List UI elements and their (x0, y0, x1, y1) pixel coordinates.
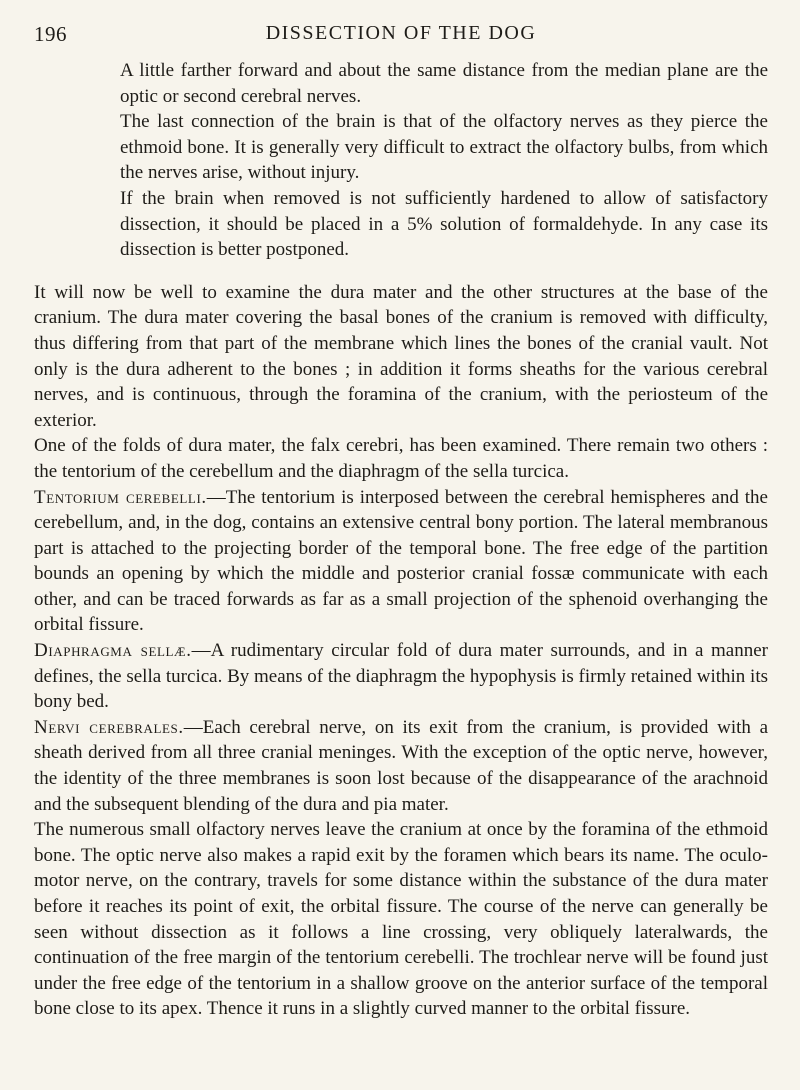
paragraph-text: It will now be well to examine the dura mater and the other structures at the base of the cranium. The dura mater covering the basal bones of the cranium is removed with difficulty, thus differing from that part of the membrane which lines the bones of the cranial vault. Not only is the dura adherent to the bones ; in addition it forms sheaths for the various cerebral nerves, and is continuous, through the foramina of the cranium, with the periosteum of the exterior. (34, 281, 768, 431)
paragraph-text: One of the folds of dura mater, the falx cerebri, has been examined. There remain two others : the tentorium of the cerebellum and the diaphragm of the sella turcica. (34, 435, 768, 482)
paragraph (34, 715, 768, 817)
main-text (34, 280, 768, 1022)
running-head: DISSECTION OF THE DOG (265, 22, 537, 44)
paragraph (34, 638, 768, 715)
paragraph: A little farther forward and about the same distance from the median plane are the optic or second cerebral nerves. (120, 60, 768, 107)
paragraph-text: —A rudimentary circular fold of dura mater surrounds, and in a manner defines, the sella turcica. By means of the diaphragm the hypophysis is firmly retained within its bony bed. (34, 640, 769, 713)
section-heading: Diaphragma sellæ. (34, 640, 192, 662)
section-heading: Tentorium cerebelli. (34, 486, 207, 508)
paragraph (34, 280, 768, 434)
page-number: 196 (34, 22, 67, 46)
indented-notes (34, 58, 768, 263)
section-heading: Nervi cerebrales. (34, 716, 184, 738)
paragraph: The last connection of the brain is that of the olfactory nerves as they pierce the ethmoid bone. It is generally very difficult to extract the olfactory bulbs, from which the nerves arise, without injury. (120, 111, 768, 184)
paragraph-text: —The tentorium is interposed between the cerebral hemispheres and the cerebellum, and, in the dog, contains an extensive central bony portion. The lateral membranous part is attached to the projecting border of the temporal bone. The free edge of the partition bounds an opening by which the middle and posterior cranial fossæ communicate with each other, and can be traced forwards as far as a small projection of the sphenoid overhanging the orbital fissure. (34, 486, 768, 636)
paragraph-text: The numerous small olfactory nerves leave the cranium at once by the foramina of the ethmoid bone. The optic nerve also makes a rapid exit by the foramen which bears its name. The oculo-motor nerve, on the contrary, travels for some distance within the substance of the dura mater before it reaches its point of exit, the orbital fissure. The course of the nerve can generally be seen without dissection as it follows a line crossing, very obliquely lateralwards, the continuation of the free margin of the tentorium cerebelli. The trochlear nerve will be found just under the free edge of the tentorium in a shallow groove on the anterior surface of the temporal bone close to its apex. Thence it runs in a slightly curved manner to the orbital fissure. (34, 819, 768, 1020)
paragraph (34, 817, 768, 1022)
paragraph (34, 485, 768, 639)
paragraph (34, 433, 768, 484)
page-header (34, 22, 768, 58)
paragraph: If the brain when removed is not sufficiently hardened to allow of satisfactory dissection, it should be placed in a 5% solution of formaldehyde. In any case its dissection is better postponed. (120, 187, 768, 261)
paragraph-text: —Each cerebral nerve, on its exit from the cranium, is provided with a sheath derived from all three cranial meninges. With the exception of the optic nerve, however, the identity of the three membranes is soon lost because of the disappearance of the arachnoid and the subsequent blending of the dura and pia mater. (34, 716, 769, 815)
